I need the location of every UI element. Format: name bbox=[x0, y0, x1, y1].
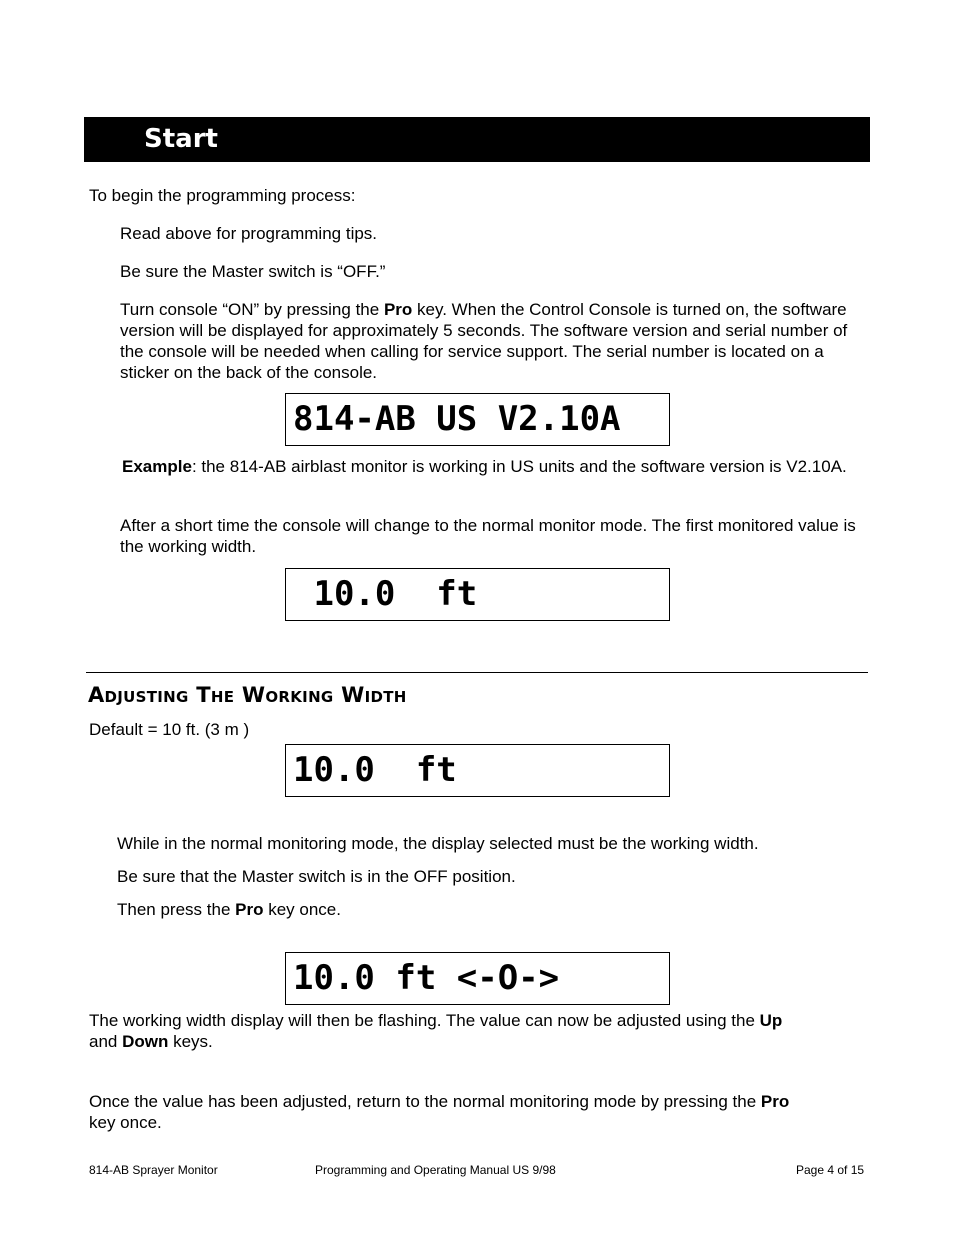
step-read-tips: Read above for programming tips. bbox=[120, 224, 378, 243]
up-key-label: Up bbox=[759, 1011, 783, 1030]
step-master-off-2: Be sure that the Master switch is in the OFF position. bbox=[117, 867, 516, 886]
return-text: Once the value has been adjusted, return to the normal monitoring mode by pressing the Pro key once. bbox=[89, 1092, 790, 1132]
pro-key-label: Pro bbox=[235, 900, 264, 919]
section-banner bbox=[84, 117, 870, 162]
section-divider bbox=[86, 672, 868, 673]
down-key-label: Down bbox=[122, 1032, 169, 1051]
footer-page-number: Page 4 of 15 bbox=[796, 1163, 865, 1177]
lcd-display-version: 814-AB US V2.10A bbox=[285, 393, 670, 446]
flashing-text: The working width display will then be flashing. The value can now be adjusted using the Up and Down keys. bbox=[89, 1011, 783, 1051]
lcd-display-width-default: 10.0 ft bbox=[285, 744, 670, 797]
section-heading: Adjusting The Working Width bbox=[88, 683, 407, 707]
step-press-pro: Then press the Pro key once. bbox=[117, 900, 341, 919]
footer-left: 814-AB Sprayer Monitor bbox=[89, 1163, 218, 1177]
section-title: Start bbox=[144, 124, 218, 154]
step-normal-mode: While in the normal monitoring mode, the display selected must be the working width. bbox=[117, 834, 759, 853]
intro-text: To begin the programming process: bbox=[89, 186, 356, 205]
lcd-display-width: 10.0 ft bbox=[285, 568, 670, 621]
default-text: Default = 10 ft. (3 m ) bbox=[89, 720, 250, 739]
lcd-display-adjust: 10.0 ft <-O-> bbox=[285, 952, 670, 1005]
pro-key-label: Pro bbox=[760, 1092, 790, 1111]
step-master-off: Be sure the Master switch is “OFF.” bbox=[120, 262, 386, 281]
step-turn-on: Turn console “ON” by pressing the Pro key. When the Control Console is turned on, the software version will be displayed for approximately 5 seconds. The software version and serial number of the console will be needed when calling for service support. The serial number is located on a sticker on the back of the console. bbox=[120, 300, 848, 382]
example-note: Example: the 814-AB airblast monitor is working in US units and the software version is V2.10A. bbox=[122, 457, 847, 476]
footer-center: Programming and Operating Manual US 9/98 bbox=[315, 1163, 556, 1177]
pro-key-label: Pro bbox=[383, 300, 413, 319]
after-short-text: After a short time the console will change to the normal monitor mode. The first monitored value is the working width. bbox=[120, 516, 856, 556]
example-label: Example bbox=[122, 457, 192, 476]
